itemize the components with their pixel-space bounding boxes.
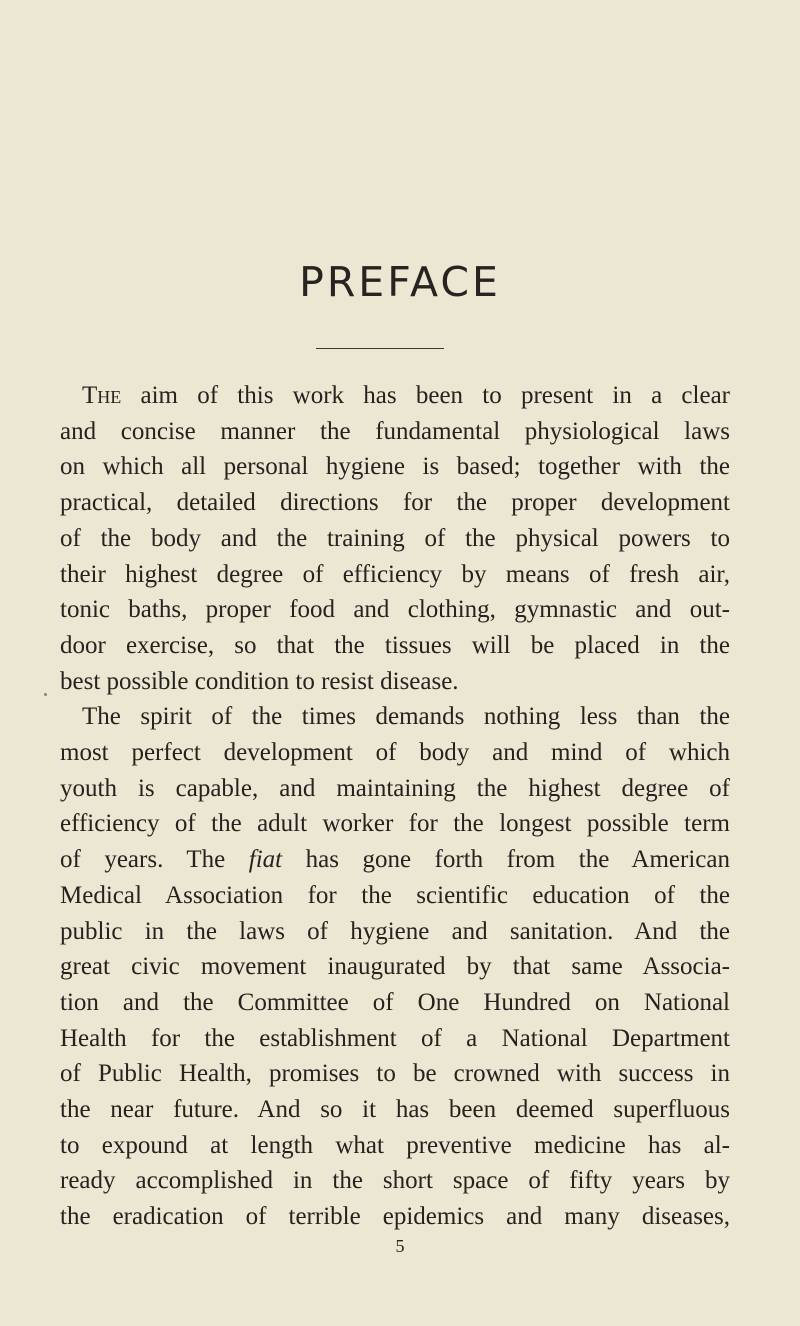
first-line-text: aim of this work has been to present in a clear (121, 382, 730, 409)
drop-word: The (82, 382, 122, 409)
paragraph-2 (60, 699, 730, 1235)
text-line: practical, detailed directions for the proper development (60, 489, 730, 517)
text-line: The spirit of the times demands nothing less than the (82, 703, 730, 731)
text-line: efficiency of the adult worker for the longest possible term (60, 810, 730, 838)
text-line: and concise manner the fundamental physiological laws (60, 417, 730, 445)
text-line: the near future. And so it has been deemed superfluous (60, 1096, 730, 1124)
text-line: tonic baths, proper food and clothing, gymnastic and out- (60, 596, 730, 624)
text-line: door exercise, so that the tissues will be placed in the (60, 631, 730, 659)
page-number: 5 (395, 1236, 405, 1256)
text-line: tion and the Committee of One Hundred on National (60, 988, 730, 1016)
text-line: public in the laws of hygiene and sanitation. And the (60, 917, 730, 945)
text-line: their highest degree of efficiency by means of fresh air, (60, 560, 730, 588)
text-line: most perfect development of body and mind of which (60, 739, 730, 767)
line-text: has gone forth from the American (282, 846, 730, 874)
preface-body (60, 378, 730, 1235)
text-line: to expound at length what preventive medicine has al- (60, 1131, 730, 1159)
text-line: on which all personal hygiene is based; together with the (60, 453, 730, 481)
italic-word: fiat (248, 846, 283, 874)
text-line: Health for the establishment of a National Department (60, 1024, 730, 1052)
text-line: best possible condition to resist disease. (60, 667, 459, 695)
paragraph-1 (60, 378, 730, 699)
text-line: Medical Association for the scientific education of the (60, 881, 730, 909)
page-title: PREFACE (299, 258, 501, 306)
text-line (60, 842, 730, 878)
text-line: of the body and the training of the physical powers to (60, 524, 730, 552)
text-line: great civic movement inaugurated by that same Associa- (60, 953, 730, 981)
text-line: the eradication of terrible epidemics and many diseases, (60, 1203, 730, 1231)
text-line (60, 378, 730, 414)
text-line: youth is capable, and maintaining the highest degree of (60, 774, 730, 802)
paper-speck (44, 693, 47, 696)
title-rule (316, 348, 444, 349)
line-text: of years. The (60, 846, 249, 874)
text-line: ready accomplished in the short space of fifty years by (60, 1167, 730, 1195)
text-line: of Public Health, promises to be crowned with success in (60, 1060, 730, 1088)
